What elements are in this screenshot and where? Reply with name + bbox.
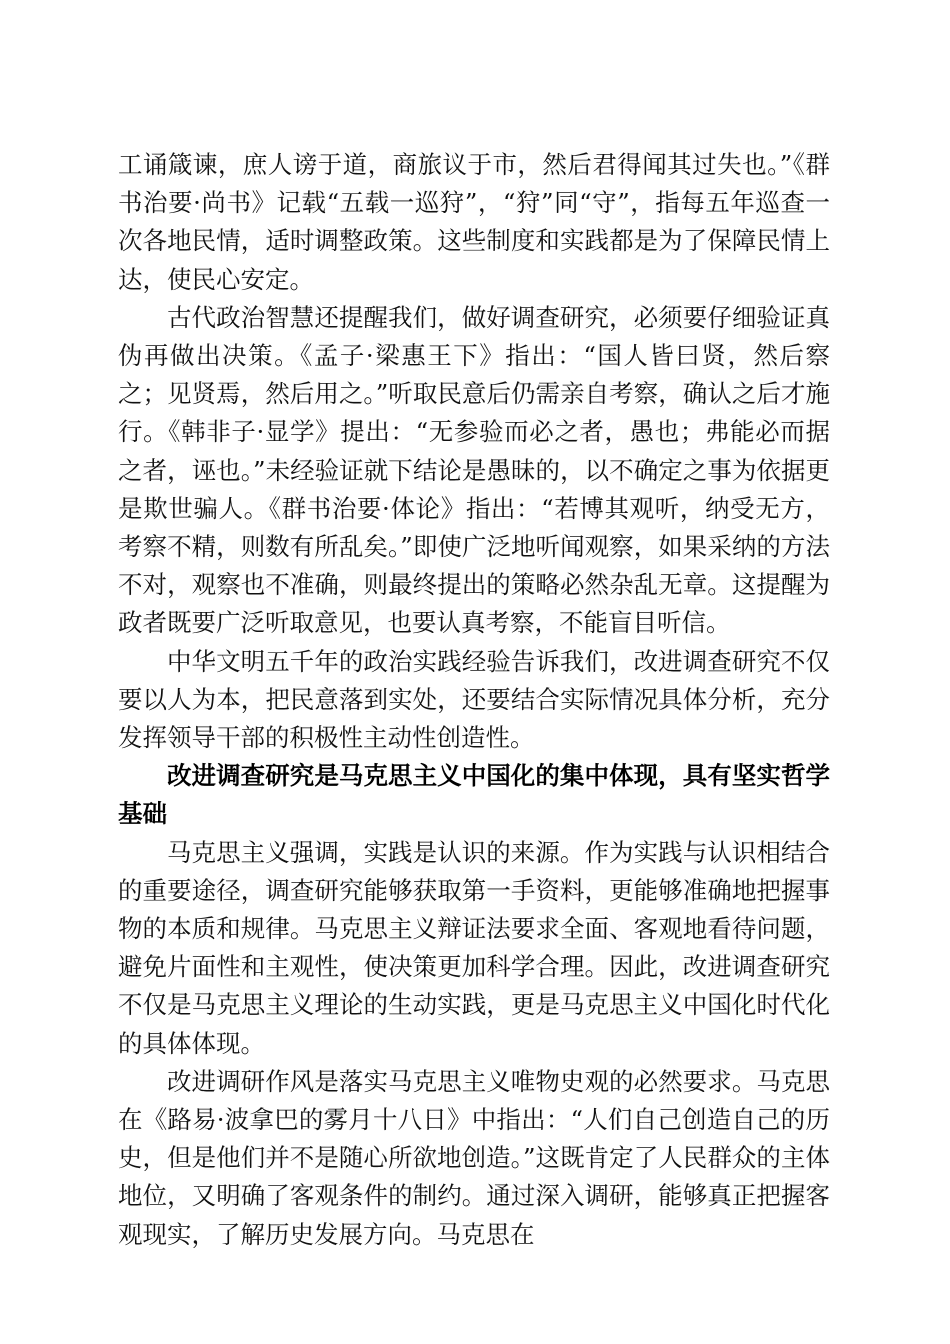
section-heading: 改进调查研究是马克思主义中国化的集中体现，具有坚实哲学基础: [118, 761, 830, 829]
paragraph-political-practice: 中华文明五千年的政治实践经验告诉我们，改进调查研究不仅要以人为本，把民意落到实处，还要结合实际情况具体分析，充分发挥领导干部的积极性主动性创造性。: [118, 646, 830, 753]
paragraph-continuation: 工诵箴谏，庶人谤于道，商旅议于市，然后君得闻其过失也。”《群书治要·尚书》记载“五载一巡狩”，“狩”同“守”，指每五年巡查一次各地民情，适时调整政策。这些制度和实践都是为了保障民情上达，使民心安定。: [118, 150, 830, 294]
paragraph-marxism-practice: 马克思主义强调，实践是认识的来源。作为实践与认识相结合的重要途径，调查研究能够获取第一手资料，更能够准确地把握事物的本质和规律。马克思主义辩证法要求全面、客观地看待问题，避免片面性和主观性，使决策更加科学合理。因此，改进调查研究不仅是马克思主义理论的生动实践，更是马克思主义中国化时代化的具体体现。: [118, 837, 830, 1058]
paragraph-historical-materialism: 改进调研作风是落实马克思主义唯物史观的必然要求。马克思在《路易·波拿巴的雾月十八日》中指出：“人们自己创造自己的历史，但是他们并不是随心所欲地创造。”这既肯定了人民群众的主体地位，又明确了客观条件的制约。通过深入调研，能够真正把握客观现实，了解历史发展方向。马克思在: [118, 1066, 830, 1249]
paragraph-ancient-wisdom: 古代政治智慧还提醒我们，做好调查研究，必须要仔细验证真伪再做出决策。《孟子·梁惠王下》指出：“国人皆曰贤，然后察之；见贤焉，然后用之。”听取民意后仍需亲自考察，确认之后才施行。《韩非子·显学》提出：“无参验而必之者，愚也；弗能必而据之者，诬也。”未经验证就下结论是愚昧的，以不确定之事为依据更是欺世骗人。《群书治要·体论》指出：“若博其观听，纳受无方，考察不精，则数有所乱矣。”即使广泛地听闻观察，如果采纳的方法不对，观察也不准确，则最终提出的策略必然杂乱无章。这提醒为政者既要广泛听取意见，也要认真考察，不能盲目听信。: [118, 302, 830, 638]
document-page: [118, 146, 830, 1254]
